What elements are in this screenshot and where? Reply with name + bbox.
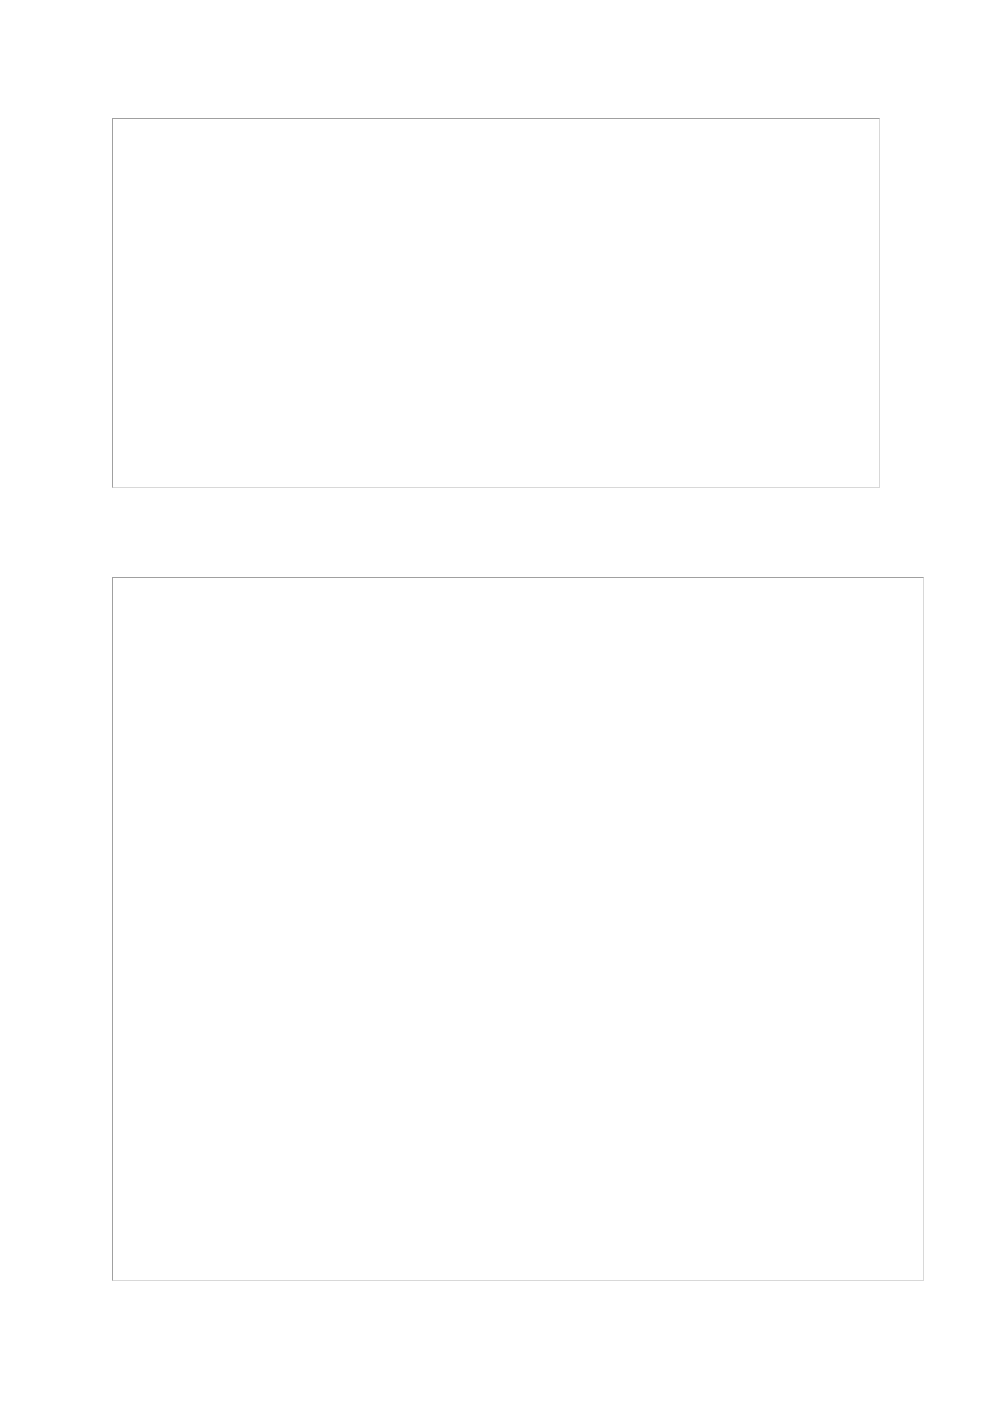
- bottom-parts-table: [112, 577, 924, 1281]
- top-parts-table: [112, 118, 880, 488]
